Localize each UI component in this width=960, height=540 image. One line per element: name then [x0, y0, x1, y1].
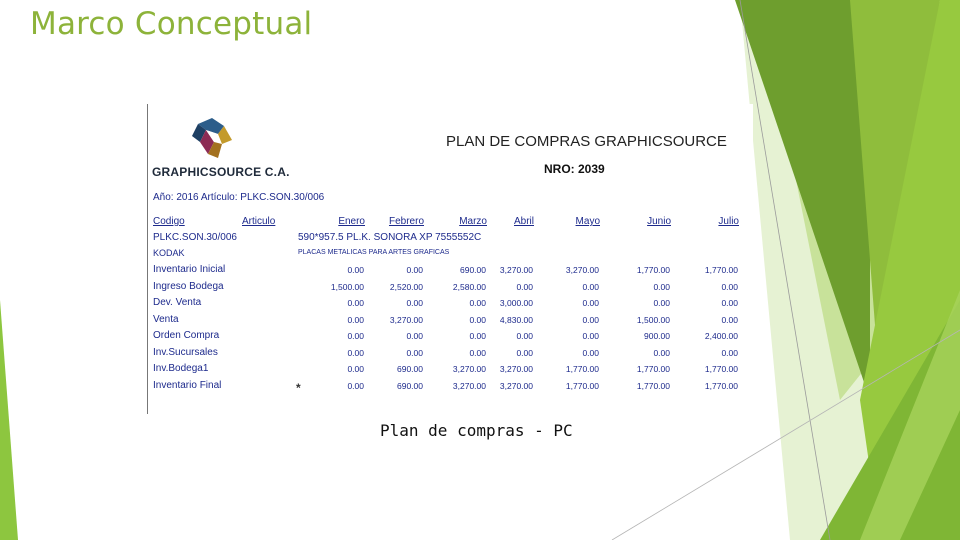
table-cell: 2,520.00 [389, 281, 423, 292]
header-febrero: Febrero [388, 216, 424, 227]
table-cell: 0.00 [347, 364, 364, 374]
table-cell: 0.00 [582, 281, 599, 292]
header-abril: Abril [513, 216, 534, 227]
row-marker: * [296, 381, 301, 395]
table-cell: 1,770.00 [565, 380, 599, 391]
row-label: Inventario Final [153, 379, 222, 391]
table-cell: 3,270.00 [452, 380, 486, 391]
left-green-stripe [0, 300, 18, 540]
table-cell: 0.00 [347, 314, 364, 325]
row-label: Ingreso Bodega [153, 280, 224, 292]
plan-title: PLAN DE COMPRAS GRAPHICSOURCE [446, 133, 727, 150]
table-cell: 0.00 [721, 298, 738, 308]
table-cell: 1,500.00 [636, 314, 670, 325]
table-cell: 0.00 [347, 265, 364, 275]
table-cell: 0.00 [406, 265, 423, 275]
brand-name: GRAPHICSOURCE C.A. [152, 165, 290, 179]
table-cell: 0.00 [516, 281, 533, 292]
table-cell: 0.00 [469, 347, 486, 358]
header-mayo: Mayo [575, 216, 600, 227]
table-cell: 1,770.00 [636, 364, 670, 374]
table-cell: 1,770.00 [565, 364, 599, 374]
table-cell: 0.00 [347, 331, 364, 341]
year-article-line: Año: 2016 Artículo: PLKC.SON.30/006 [153, 192, 325, 203]
slide-caption: Plan de compras - PC [380, 421, 573, 440]
table-cell: 3,270.00 [499, 364, 533, 374]
table-cell: 0.00 [347, 380, 364, 391]
table-cell: 0.00 [406, 347, 423, 358]
table-cell: 0.00 [653, 281, 670, 292]
table-cell: 0.00 [406, 298, 423, 308]
header-marzo: Marzo [459, 216, 487, 227]
table-cell: 3,000.00 [499, 298, 533, 308]
table-cell: 4,830.00 [499, 314, 533, 325]
table-cell: 1,770.00 [704, 364, 738, 374]
table-cell: 690.00 [397, 380, 423, 391]
brand-code: KODAK [153, 248, 185, 258]
table-cell: 0.00 [406, 331, 423, 341]
row-label: Inventario Inicial [153, 264, 226, 275]
table-cell: 1,770.00 [636, 265, 670, 275]
table-cell: 2,400.00 [704, 331, 738, 341]
table-cell: 0.00 [721, 281, 738, 292]
row-label: Orden Compra [153, 330, 220, 341]
table-cell: 0.00 [516, 347, 533, 358]
header-enero: Enero [338, 216, 365, 227]
table-cell: 0.00 [582, 347, 599, 358]
table-cell: 0.00 [721, 314, 738, 325]
row-label: Inv.Bodega1 [153, 363, 209, 374]
plan-number: NRO: 2039 [544, 162, 605, 176]
table-cell: 1,500.00 [330, 281, 364, 292]
table-cell: 1,770.00 [704, 265, 738, 275]
table-cell: 1,770.00 [636, 380, 670, 391]
header-codigo: Codigo [153, 216, 185, 227]
row-label: Inv.Sucursales [153, 346, 218, 358]
row-label: Dev. Venta [153, 297, 202, 308]
table-cell: 3,270.00 [499, 265, 533, 275]
table-cell: 0.00 [721, 347, 738, 358]
table-cell: 0.00 [653, 298, 670, 308]
table-cell: 690.00 [460, 265, 486, 275]
table-cell: 0.00 [347, 298, 364, 308]
row-label: Venta [153, 313, 179, 325]
item-description: 590*957.5 PL.K. SONORA XP 7555552C [298, 232, 482, 243]
table-cell: 0.00 [516, 331, 533, 341]
table-cell: 900.00 [644, 331, 670, 341]
table-cell: 2,580.00 [452, 281, 486, 292]
table-cell: 3,270.00 [389, 314, 423, 325]
graphicsource-logo-icon [184, 116, 240, 162]
table-cell: 0.00 [653, 347, 670, 358]
header-articulo: Articulo [242, 216, 276, 227]
header-junio: Junio [647, 216, 671, 227]
table-cell: 0.00 [347, 347, 364, 358]
table-cell: 3,270.00 [452, 364, 486, 374]
table-cell: 0.00 [469, 331, 486, 341]
purchase-plan-screenshot [147, 104, 753, 414]
table-cell: 0.00 [469, 314, 486, 325]
table-cell: 690.00 [397, 364, 423, 374]
slide-title: Marco Conceptual [30, 6, 313, 42]
table-cell: 1,770.00 [704, 380, 738, 391]
item-code: PLKC.SON.30/006 [153, 232, 237, 243]
table-cell: 3,270.00 [499, 380, 533, 391]
table-cell: 0.00 [469, 298, 486, 308]
table-cell: 0.00 [582, 298, 599, 308]
table-cell: 0.00 [582, 314, 599, 325]
table-cell: 3,270.00 [565, 265, 599, 275]
table-cell: 0.00 [582, 331, 599, 341]
item-category: PLACAS METALICAS PARA ARTES GRAFICAS [298, 249, 450, 256]
header-julio: Julio [718, 216, 739, 227]
